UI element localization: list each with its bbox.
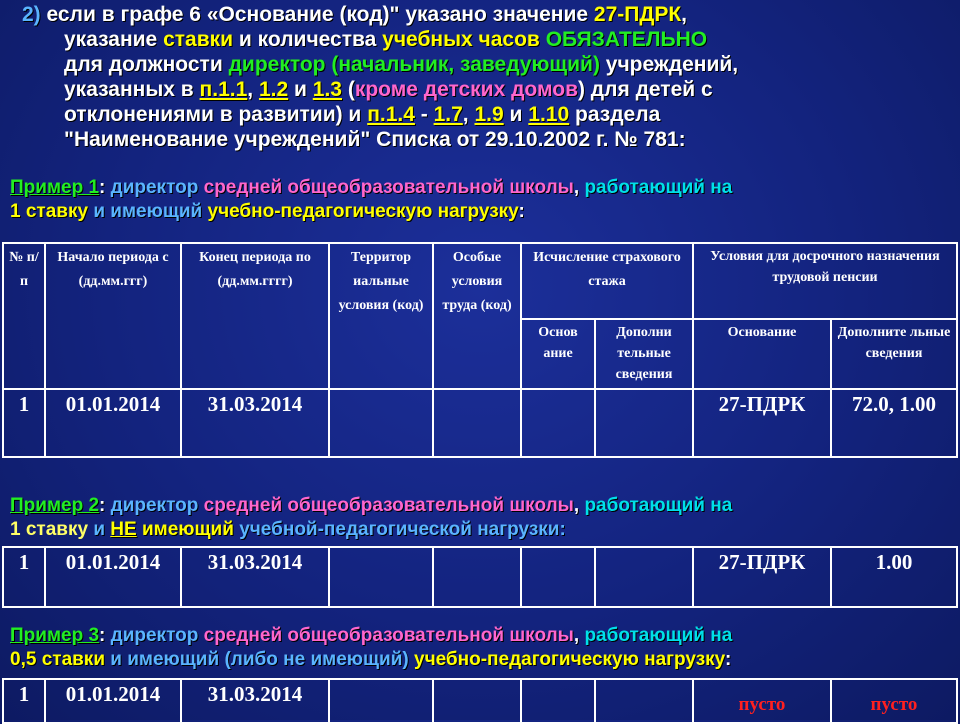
example-text: : [99,625,106,646]
ref-p1-4: п.1.4 [367,103,415,126]
intro-text: ( [347,78,355,101]
example-text: , [573,177,580,198]
col-header-special: Особые условия труда (код) [433,243,521,389]
cell-empty [595,547,693,607]
table-example-1 [2,242,958,458]
col-header-end: Конец периода по (дд.мм.гггг) [181,243,329,389]
intro-text: и количества [238,28,377,51]
example-label: Пример 2 [10,495,100,516]
cell-pen-extra: 1.00 [831,547,957,607]
cell-pen-extra: 72.0, 1.00 [831,389,957,457]
cell-empty [329,679,433,723]
col-header-start: Начало периода с (дд.мм.ггг) [45,243,181,389]
intro-text: - [420,103,428,126]
intro-text: , [247,78,254,101]
intro-text: "Наименование учреждений" Списка от 29.10.2002 г. № 781: [64,128,686,151]
table-example-2 [2,546,958,608]
example-text: учебной-педагогической нагрузки: [239,519,566,540]
cell-start: 01.01.2014 [45,679,181,723]
ref-1-2: 1.2 [258,78,289,101]
cell-empty [433,389,521,457]
cell-pen-basis: 27-ПДРК [693,547,831,607]
ref-1-3: 1.3 [312,78,342,101]
example-text: средней общеобразовательной школы [203,495,574,516]
cell-number: 1 [3,389,45,457]
intro-text: и [509,103,523,126]
col-header-pen-basis: Основание [693,319,831,389]
cell-start: 01.01.2014 [45,389,181,457]
example-text: : [99,177,106,198]
intro-mandatory: ОБЯЗАТЕЛЬНО [545,28,708,51]
cell-start: 01.01.2014 [45,547,181,607]
example-text: имеющий [110,201,203,222]
intro-text: раздела [575,103,661,126]
intro-text: указание [64,28,158,51]
intro-text: ) для детей с [577,78,713,101]
cell-empty [595,679,693,723]
cell-empty [433,547,521,607]
col-header-territorial: Территор иальные условия (код) [329,243,433,389]
table-row [3,679,957,723]
col-header-early-pension: Условия для досрочного назначения трудовой пенсии [693,243,957,319]
example-3-heading [10,624,945,672]
table-example-3 [2,678,958,724]
example-text: средней общеобразовательной школы [203,177,574,198]
intro-except: кроме детских домов [354,78,578,101]
cell-empty [329,547,433,607]
example-text: : [725,649,732,670]
example-text: директор [110,625,199,646]
example-text: 1 ставку [10,519,89,540]
example-2-heading [10,494,945,542]
cell-empty [521,547,595,607]
item-number: 2) [22,3,41,26]
intro-text: если в графе 6 «Основание (код)" указано значение [46,3,589,26]
cell-empty [595,389,693,457]
example-text: работающий на [584,495,733,516]
example-not: НЕ [110,519,137,540]
example-text: : [99,495,106,516]
col-header-number: № п/ п [3,243,45,389]
example-label: Пример 3 [10,625,100,646]
table-row [3,547,957,607]
intro-text: учреждений, [605,53,739,76]
table-row [3,389,957,457]
intro-text: и [294,78,307,101]
example-text: имеющий [141,519,234,540]
col-header-pen-extra: Дополните льные сведения [831,319,957,389]
example-text: , [573,495,580,516]
example-text: средней общеобразовательной школы [203,625,574,646]
example-text: директор [110,177,199,198]
example-text [10,519,88,540]
cell-empty [521,389,595,457]
ref-p1-1: п.1.1 [199,78,248,101]
intro-position: директор (начальник, заведующий) [228,53,600,76]
example-text: 0,5 ставки [10,649,105,670]
cell-empty [521,679,595,723]
col-header-insurance: Исчисление страхового стажа [521,243,693,319]
example-text: , [573,625,580,646]
intro-text: для должности [64,53,223,76]
example-text: и [93,201,106,222]
example-text: : [518,201,525,222]
cell-pen-basis: пусто [693,679,831,723]
col-header-ins-extra: Дополни тельные сведения [595,319,693,389]
cell-end: 31.03.2014 [181,679,329,723]
col-header-ins-basis: Основ ание [521,319,595,389]
example-1-heading [10,176,945,224]
cell-empty [329,389,433,457]
example-label: Пример 1 [10,177,100,198]
example-text: учебно-педагогическую нагрузку [207,201,519,222]
ref-1-10: 1.10 [528,103,570,126]
intro-stavka: ставки [163,28,234,51]
example-text: работающий на [584,177,733,198]
intro-text: указанных в [64,78,194,101]
cell-end: 31.03.2014 [181,389,329,457]
code-27pdrk: 27-ПДРК [593,3,682,26]
intro-hours: учебных часов [382,28,540,51]
cell-pen-basis: 27-ПДРК [693,389,831,457]
intro-text: , [681,3,687,26]
example-text: директор [110,495,199,516]
example-text: работающий на [584,625,733,646]
intro-text: отклонениями в развитии) и [64,103,362,126]
ref-1-9: 1.9 [474,103,504,126]
example-text: 1 ставку [10,201,89,222]
example-text: и имеющий (либо не имеющий) [110,649,409,670]
cell-empty [433,679,521,723]
cell-number: 1 [3,679,45,723]
ref-1-7: 1.7 [433,103,463,126]
intro-paragraph [22,2,940,152]
cell-number: 1 [3,547,45,607]
intro-text: , [462,103,469,126]
cell-pen-extra: пусто [831,679,957,723]
cell-end: 31.03.2014 [181,547,329,607]
example-text: учебно-педагогическую нагрузку [414,649,725,670]
example-text: и [93,519,106,540]
